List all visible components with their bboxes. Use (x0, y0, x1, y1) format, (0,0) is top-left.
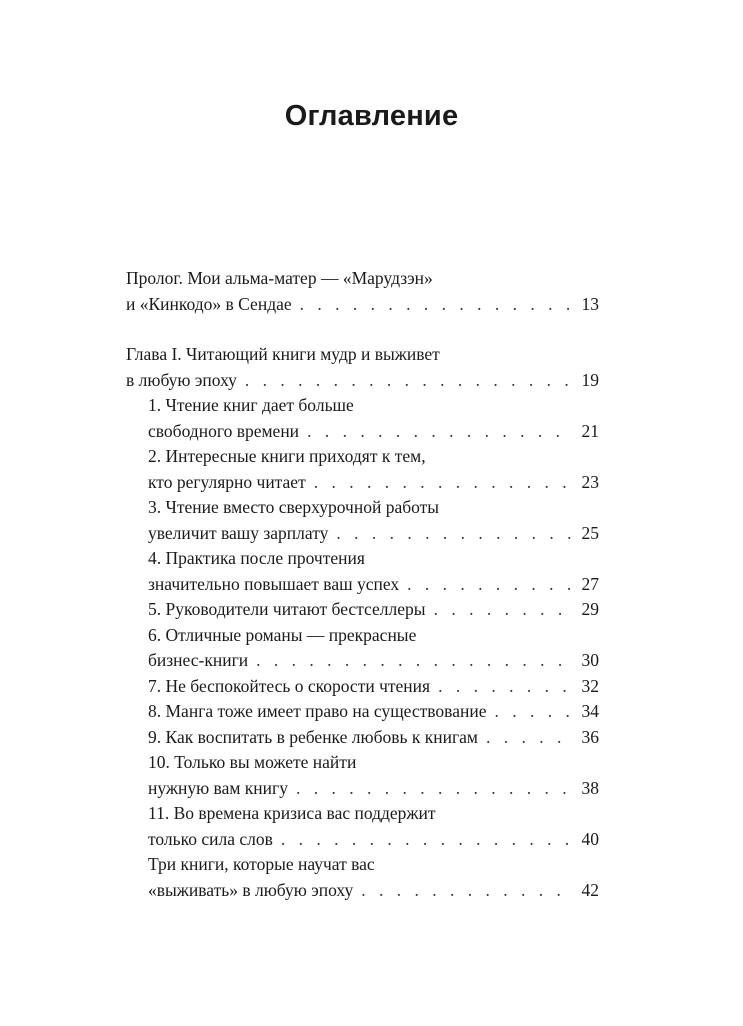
toc-entry-title: Пролог. Мои альма-матер — «Марудзэн» (126, 268, 433, 288)
toc-page-number: 34 (581, 701, 599, 721)
dot-leader (434, 597, 573, 623)
dot-leader (314, 470, 573, 496)
toc-entry-section-11[interactable] (126, 801, 599, 852)
toc-entry-title-cont: бизнес-книги (148, 650, 249, 670)
toc-entry-title: 4. Практика после прочтения (148, 548, 365, 568)
toc-entry-title-cont: нужную вам книгу (148, 777, 288, 798)
toc-entry-title: 11. Во времена кризиса вас поддержит (148, 803, 436, 823)
dot-leader (307, 419, 573, 445)
toc-entry-title-cont: в любую эпоху (126, 369, 237, 390)
toc-entry-title: 8. Манга тоже имеет право на существование (148, 701, 487, 721)
toc-entry-three-books[interactable] (126, 852, 599, 903)
toc-entry-title-cont: только сила слов (148, 828, 273, 849)
toc-entry-section-4[interactable] (126, 546, 599, 597)
page-title: Оглавление (284, 100, 459, 132)
dot-leader (300, 292, 573, 318)
toc-entry-title: Три книги, которые научат вас (148, 854, 375, 874)
toc-entry-prologue[interactable] (126, 266, 599, 317)
toc-entry-title: 1. Чтение книг дает больше (148, 395, 354, 415)
toc-entry-title-cont: кто регулярно читает (148, 471, 306, 492)
toc-page-number: 32 (581, 675, 599, 696)
toc-page-number: 27 (581, 573, 599, 594)
toc-entry-title: 9. Как воспитать в ребенке любовь к книгам (148, 726, 478, 747)
toc-entry-section-5[interactable] (126, 597, 599, 623)
dot-leader (407, 572, 573, 598)
toc-entry-title: 2. Интересные книги приходят к тем, (148, 446, 426, 466)
toc-page-number: 19 (581, 369, 599, 390)
toc-page-number: 30 (581, 650, 599, 670)
dot-leader (281, 827, 573, 853)
toc-entry-section-10[interactable] (126, 750, 599, 801)
toc-entry-title: 10. Только вы можете найти (148, 752, 357, 772)
toc-entry-chapter-1[interactable] (126, 342, 599, 393)
toc-entry-section-6[interactable] (126, 623, 599, 674)
dot-leader (296, 776, 573, 802)
toc-page-number: 13 (581, 293, 599, 314)
dot-leader (438, 674, 573, 700)
toc-entry-title: Глава I. Читающий книги мудр и выживет (126, 344, 440, 364)
toc-page-number: 25 (581, 522, 599, 543)
table-of-contents (126, 266, 599, 903)
toc-entry-title-cont: и «Кинкодо» в Сендае (126, 293, 292, 314)
toc-entry-section-3[interactable] (126, 495, 599, 546)
toc-entry-title-cont: «выживать» в любую эпоху (148, 879, 354, 900)
toc-entry-title-cont: значительно повышает ваш успех (148, 573, 400, 594)
toc-page-number: 23 (581, 471, 599, 492)
toc-entry-title: 3. Чтение вместо сверхурочной работы (148, 497, 440, 517)
dot-leader (256, 648, 573, 674)
toc-entry-section-9[interactable] (126, 725, 599, 751)
toc-entry-title: 7. Не беспокойтесь о скорости чтения (148, 675, 431, 696)
toc-entry-title-cont: увеличит вашу зарплату (148, 522, 329, 543)
toc-entry-title: 5. Руководители читают бестселлеры (148, 599, 426, 619)
toc-entry-title-cont: свободного времени (148, 420, 300, 441)
toc-page-number: 21 (581, 420, 599, 441)
toc-entry-section-2[interactable] (126, 444, 599, 495)
toc-entry-section-7[interactable] (126, 674, 599, 700)
dot-leader (336, 521, 573, 547)
toc-entry-section-8[interactable] (126, 699, 599, 725)
toc-page-number: 29 (581, 599, 599, 619)
toc-entry-title: 6. Отличные романы — прекрасные (148, 624, 417, 645)
dot-leader (486, 725, 573, 751)
toc-page-number: 36 (581, 726, 599, 747)
toc-page-number: 42 (581, 879, 599, 900)
dot-leader (494, 699, 573, 725)
toc-entry-section-1[interactable] (126, 393, 599, 444)
dot-leader (361, 878, 573, 904)
dot-leader (245, 368, 573, 394)
toc-page-number: 38 (581, 777, 599, 798)
toc-page-number: 40 (581, 828, 599, 849)
